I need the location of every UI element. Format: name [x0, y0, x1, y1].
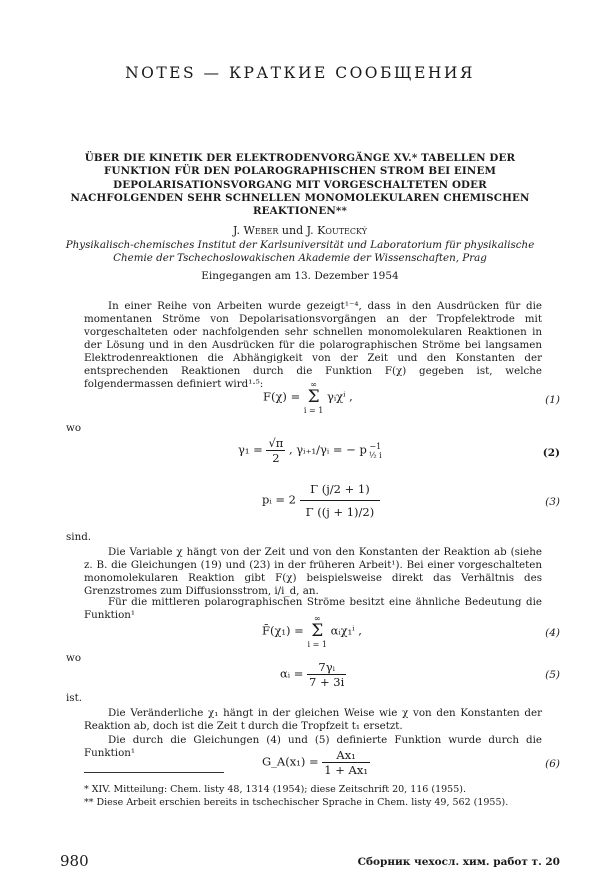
footnote-rule — [84, 772, 224, 773]
equation-3 — [262, 478, 380, 523]
eq5-lhs: αᵢ = — [280, 666, 308, 681]
eq3-fraction — [300, 478, 381, 523]
eq2-lhs: γ₁ = — [238, 442, 267, 457]
eq5-fraction — [307, 660, 346, 689]
article-title: ÜBER DIE KINETIK DER ELEKTRODENVORGÄNGE XV.* TABELLEN DER FUNKTION FÜR DEN POLAROGRAPHISCHEN STROM BEI EINEM DEPOLARISATIONSVORGANG MIT VORGESCHALTETEN ODER NACHFOLGENDEN SEHR SCHNELLEN MONOMOLEKULAREN CHEMISCHEN REAKTIONEN** — [70, 152, 530, 218]
eq3-numerator: Γ (j/2 + 1) — [300, 478, 381, 501]
eq1-lhs: F(χ) = — [263, 389, 304, 404]
paragraph-variable-chi1: Die Veränderliche χ₁ hängt in der gleichen Weise wie χ von den Konstanten der Reaktion ab, doch ist die Zeit t durch die Tropfzeit t₁ ersetzt. — [84, 707, 542, 732]
author2-surname: Koutecký — [317, 224, 368, 237]
eq1-rhs: γᵢχⁱ , — [326, 389, 353, 404]
eq4-sigma: Σ — [311, 621, 324, 641]
label-sind: sind. — [66, 531, 92, 543]
eq6-numerator: Ax₁ — [322, 748, 370, 763]
page-number: 980 — [60, 852, 89, 870]
section-header: NOTES — КРАТКИЕ СООБЩЕНИЯ — [125, 64, 475, 82]
eq2-superscript: −1 — [369, 441, 382, 451]
equation-5-number: (5) — [545, 669, 560, 681]
paragraph-variable: Die Variable χ hängt von der Zeit und von den Konstanten der Reaktion ab (siehe z. B. die Gleichungen (19) und (23) in der früheren Arbeit¹). Bei einer vorgeschalteten monomolekularen Reaktion gibt F(χ) beispielsweise direkt das Verhältnis des Grenzstromes zum Diffusionsstrom, i/i_d, an. — [84, 546, 542, 597]
equation-2 — [238, 436, 384, 465]
eq2-numerator: √π — [268, 436, 284, 450]
equation-3-number: (3) — [545, 496, 560, 508]
eq2-scripts — [367, 442, 384, 460]
eq1-sum-top: ∞ — [310, 380, 317, 389]
eq1-sum — [304, 380, 323, 415]
eq4-rhs: αᵢχ₁ⁱ , — [330, 623, 362, 638]
eq6-lhs: G_A(x₁) = — [262, 754, 323, 769]
eq2-subscript: ½ i — [368, 450, 382, 460]
author1-surname: Weber — [243, 224, 279, 237]
paragraph-intro: In einer Reihe von Arbeiten wurde gezeigt¹⁻⁴, dass in den Ausdrücken für die momentanen Ströme von Depolarisationsvorgängen an der Tropfelektrode mit vorgeschalteten oder nachfolgenden sehr schnellen monomolekularen Reaktionen in der Lösung und in den Ausdrücken für die polarographischen Ströme bei langsamen Elektrodenreaktionen die Abhängigkeit von der Zeit und den Konstanten der entsprechenden Reaktionen durch die Funktion F(χ) gegeben ist, welche folgendermassen definiert wird¹·⁵: — [84, 300, 542, 390]
label-ist: ist. — [66, 692, 82, 704]
equation-6-number: (6) — [545, 758, 560, 770]
paragraph-function-defined: Die durch die Gleichungen (4) und (5) definierte Funktion wurde durch die Funktion¹ — [84, 734, 542, 759]
equation-1 — [263, 380, 353, 415]
received-date: Eingegangen am 13. Dezember 1954 — [201, 270, 399, 282]
eq5-denominator: 7 + 3i — [309, 675, 345, 689]
equation-4 — [262, 614, 362, 649]
footnote-2: ** Diese Arbeit erschien bereits in tschechischer Sprache in Chem. listy 49, 562 (1955). — [84, 797, 509, 808]
authors — [0, 224, 600, 237]
eq2-fraction — [266, 436, 285, 465]
eq4-sum-bottom: i = 1 — [307, 640, 327, 649]
equation-6 — [262, 748, 370, 777]
paragraph-mean-currents: Für die mittleren polarographischen Ströme besitzt eine ähnliche Bedeutung die Funktion¹ — [84, 596, 542, 621]
eq2-denominator: 2 — [272, 451, 280, 465]
author-and: und J. — [278, 224, 318, 237]
label-wo: wo — [66, 422, 82, 434]
eq6-denominator: 1 + Ax₁ — [324, 763, 368, 777]
eq6-fraction — [322, 748, 370, 777]
equation-2-number: (2) — [542, 447, 560, 459]
eq5-numerator: 7γᵢ — [307, 660, 346, 675]
institution: Physikalisch-chemisches Institut der Karlsuniversität und Laboratorium für physikalische Chemie der Tschechoslowakischen Akademie der Wissenschaften, Prag — [65, 239, 535, 264]
footnote-1: * XIV. Mitteilung: Chem. listy 48, 1314 (1954); diese Zeitschrift 20, 116 (1955). — [84, 784, 466, 795]
equation-1-number: (1) — [545, 394, 560, 406]
eq4-lhs: F̄(χ₁) = — [262, 623, 308, 638]
equation-4-number: (4) — [545, 627, 560, 639]
author1-initial: J. — [232, 224, 244, 237]
eq1-sigma: Σ — [307, 387, 320, 407]
eq4-sum — [307, 614, 326, 649]
eq3-denominator: Γ ((j + 1)/2) — [305, 505, 375, 519]
eq1-sum-bottom: i = 1 — [303, 406, 324, 415]
eq4-sum-top: ∞ — [313, 614, 321, 623]
eq2-rhs: , γᵢ₊₁/γᵢ = − p — [288, 442, 367, 457]
label-wo-2: wo — [66, 652, 82, 664]
journal-name: Сборник чехосл. хим. работ т. 20 — [357, 856, 560, 868]
equation-5 — [280, 660, 346, 689]
eq3-lhs: pᵢ = 2 — [262, 492, 296, 507]
